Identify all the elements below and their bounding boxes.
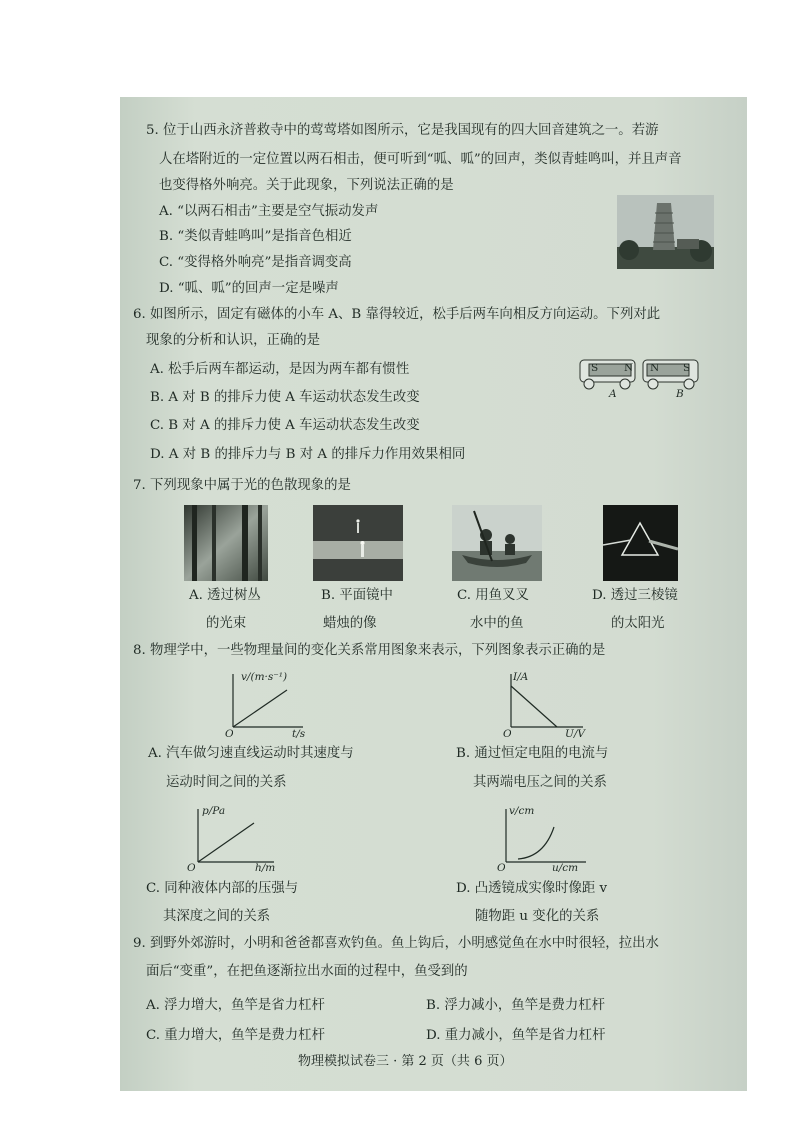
q6-stem-line1: 6. 如图所示，固定有磁体的小车 A、B 靠得较近，松手后两车向相反方向运动。下列对此 [133,307,661,322]
car-b-label: B [676,388,684,400]
fish-spear-photo [452,505,542,581]
q8-d-caption-2: 随物距 u 变化的关系 [475,909,600,924]
q9-option-b: B. 浮力减小，鱼竿是费力杠杆 [426,998,606,1013]
q7-b-caption-2: 蜡烛的像 [323,616,377,631]
q5-option-a: A. “以两石相击”主要是空气振动发声 [159,204,379,219]
pagoda-photo [617,195,714,269]
graph-b-origin: O [503,728,512,740]
graph-b-ylabel: I/A [513,671,529,683]
prism-photo [603,505,678,581]
q5-stem-line3: 也变得格外响亮。关于此现象，下列说法正确的是 [159,178,454,193]
car-a-magnet-s: S [591,362,599,374]
graph-d-xlabel: u/cm [552,862,579,874]
q8-b-caption-2: 其两端电压之间的关系 [473,775,607,790]
q5-option-c: C. “变得格外响亮”是指音调变高 [159,255,352,270]
q5-option-d: D. “呱、呱”的回声一定是噪声 [159,281,339,296]
graph-c-xlabel: h/m [255,862,276,874]
exam-page [120,97,747,1091]
tree-light-photo [184,505,268,581]
car-b-magnet-s: S [683,362,691,374]
q7-a-caption-2: 的光束 [206,616,247,631]
q7-d-caption-2: 的太阳光 [611,616,665,631]
q8-stem: 8. 物理学中，一些物理量间的变化关系常用图象来表示，下列图象表示正确的是 [133,643,606,658]
q8-a-caption-2: 运动时间之间的关系 [166,775,287,790]
q5-stem-line1: 5. 位于山西永济普救寺中的莺莺塔如图所示，它是我国现有的四大回音建筑之一。若游 [146,123,659,138]
graph-b-xlabel: U/V [565,728,585,740]
page-footer: 物理模拟试卷三 · 第 2 页（共 6 页） [298,1054,513,1069]
q8-d-caption-1: D. 凸透镜成实像时像距 v [456,881,608,896]
q9-option-a: A. 浮力增大，鱼竿是省力杠杆 [146,998,325,1013]
q9-option-c: C. 重力增大，鱼竿是费力杠杆 [146,1028,325,1043]
q7-a-caption-1: A. 透过树丛 [189,588,261,603]
q5-option-b: B. “类似青蛙鸣叫”是指音色相近 [159,229,352,244]
q8-c-caption-1: C. 同种液体内部的压强与 [146,881,299,896]
graph-d-origin: O [497,862,506,874]
q8-b-caption-1: B. 通过恒定电阻的电流与 [456,746,609,761]
q6-option-a: A. 松手后两车都运动，是因为两车都有惯性 [150,362,410,377]
graph-a-origin: O [225,728,234,740]
q6-option-b: B. A 对 B 的排斥力使 A 车运动状态发生改变 [150,390,420,405]
graph-a-xlabel: t/s [292,728,306,740]
q9-option-d: D. 重力减小，鱼竿是省力杠杆 [426,1028,606,1043]
q7-stem: 7. 下列现象中属于光的色散现象的是 [133,478,351,493]
mirror-candle-photo [313,505,403,581]
q6-option-c: C. B 对 A 的排斥力使 A 车运动状态发生改变 [150,418,420,433]
q7-c-caption-2: 水中的鱼 [470,616,524,631]
q9-stem-line2: 面后“变重”，在把鱼逐渐拉出水面的过程中，鱼受到的 [146,964,468,979]
q8-c-caption-2: 其深度之间的关系 [163,909,271,924]
car-a-label: A [609,388,617,400]
q6-stem-line2: 现象的分析和认识，正确的是 [146,333,321,348]
q6-option-d: D. A 对 B 的排斥力与 B 对 A 的排斥力作用效果相同 [150,447,466,462]
q9-stem-line1: 9. 到野外郊游时，小明和爸爸都喜欢钓鱼。鱼上钩后，小明感觉鱼在水中时很轻，拉出水 [133,936,659,951]
graph-d-ylabel: v/cm [509,805,535,817]
q8-a-caption-1: A. 汽车做匀速直线运动时其速度与 [148,746,354,761]
car-b-magnet-n: N [650,362,660,374]
car-a-magnet-n: N [624,362,634,374]
q5-stem-line2: 人在塔附近的一定位置以两石相击，便可听到“呱、呱”的回声，类似青蛙鸣叫，并且声音 [159,152,682,167]
graph-c-ylabel: p/Pa [202,805,226,817]
q7-c-caption-1: C. 用鱼叉叉 [457,588,529,603]
graph-a-ylabel: v/(m·s⁻¹) [241,671,288,683]
graph-c-origin: O [187,862,196,874]
q7-d-caption-1: D. 透过三棱镜 [592,588,678,603]
q7-b-caption-1: B. 平面镜中 [321,588,393,603]
